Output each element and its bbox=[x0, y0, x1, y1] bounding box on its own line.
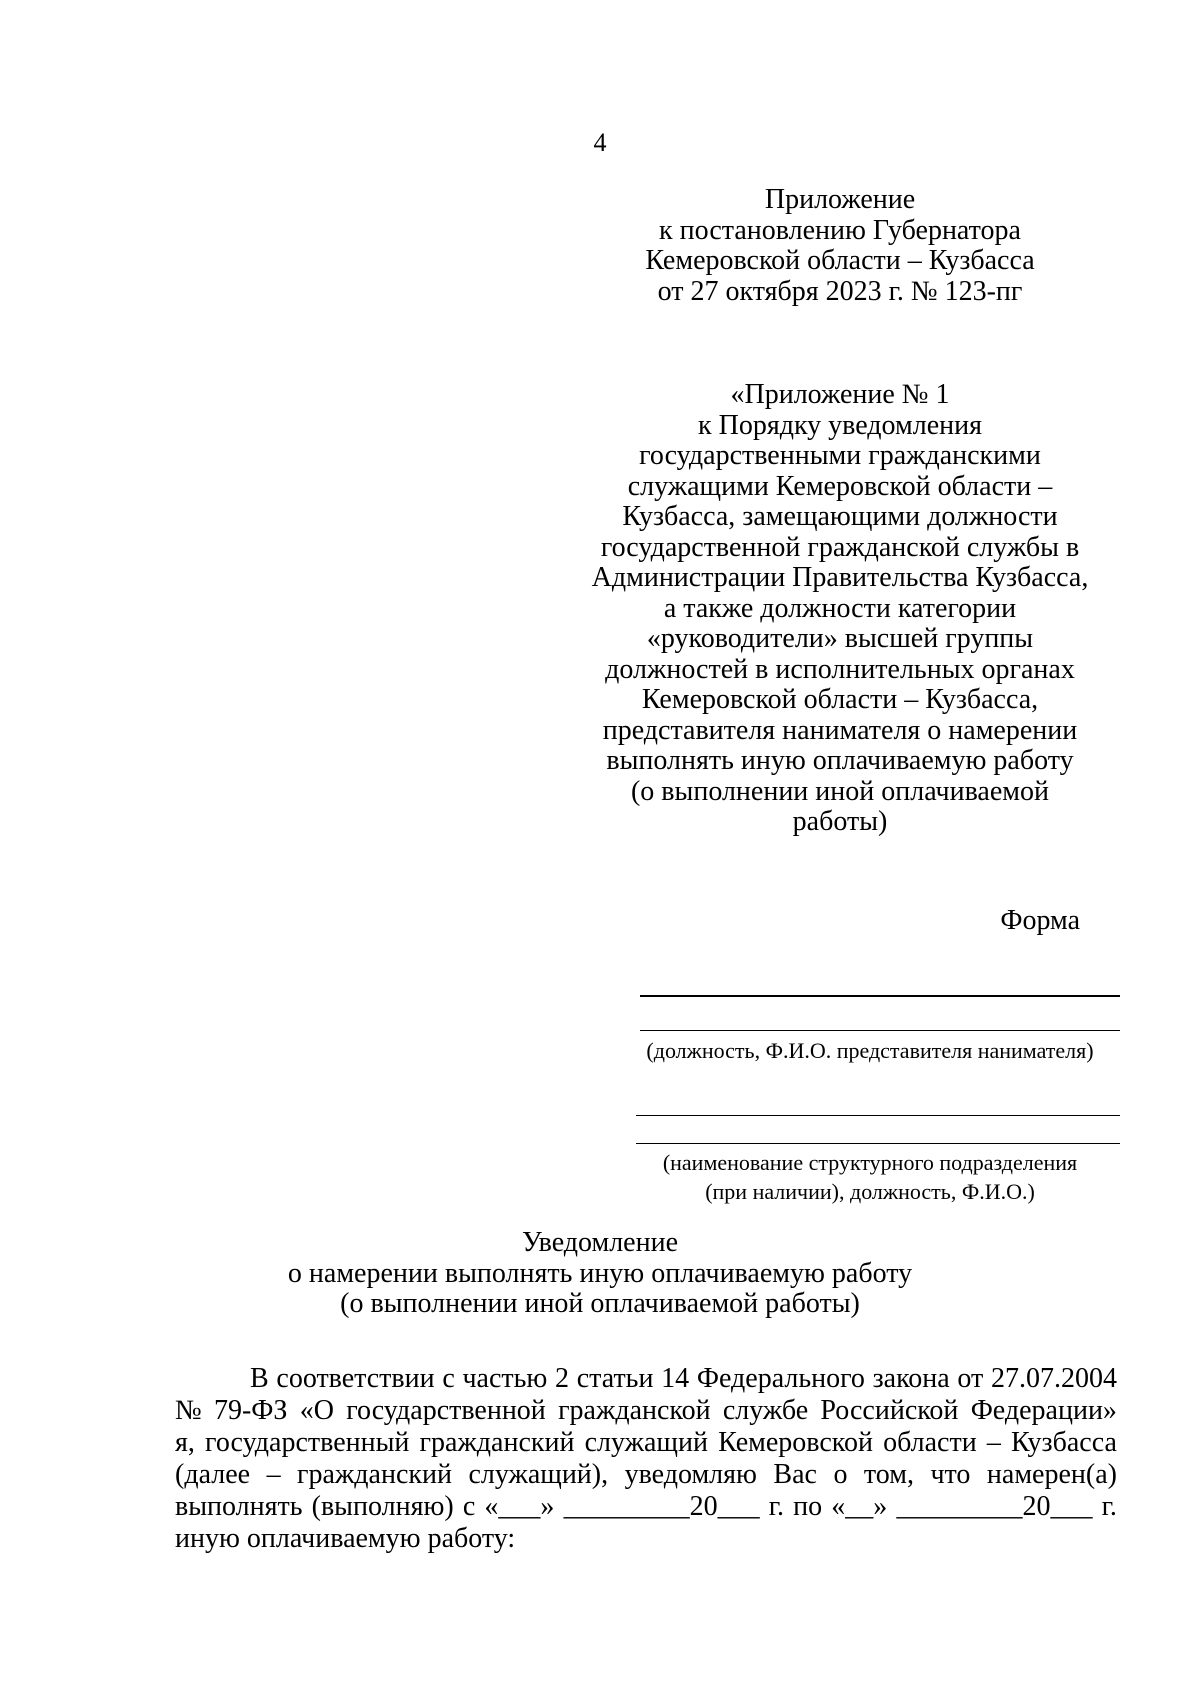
appendix-order-line: служащими Кемеровской области – bbox=[627, 470, 1053, 502]
appendix-order-line: (о выполнении иной оплачиваемой bbox=[630, 775, 1049, 807]
appendix-header-line: от 27 октября 2023 г. № 123-пг bbox=[657, 275, 1023, 307]
appendix-order-line: Администрации Правительства Кузбасса, bbox=[591, 562, 1089, 593]
word: от bbox=[957, 1363, 984, 1394]
word: с bbox=[442, 1363, 455, 1394]
word: я, bbox=[175, 1427, 195, 1458]
word: намерен(а) bbox=[986, 1459, 1117, 1490]
word: – bbox=[986, 1427, 1001, 1458]
appendix-header-line: к постановлению Губернатора bbox=[659, 214, 1021, 246]
word: службе bbox=[722, 1395, 809, 1426]
word: по bbox=[793, 1491, 823, 1522]
recipient-fill-line bbox=[640, 995, 1120, 997]
word: иную bbox=[175, 1523, 240, 1554]
word: выполнять bbox=[175, 1491, 303, 1522]
date-blank: _________20___ bbox=[563, 1491, 760, 1522]
notice-title bbox=[200, 1228, 1000, 1320]
paragraph-line bbox=[175, 1459, 1117, 1491]
word: статьи bbox=[576, 1363, 654, 1394]
body-paragraph bbox=[175, 1363, 1117, 1555]
paragraph-line bbox=[175, 1395, 1117, 1427]
sender-fill-line bbox=[636, 1115, 1120, 1116]
word: 27.07.2004 bbox=[990, 1363, 1117, 1394]
word: гражданский bbox=[419, 1427, 575, 1458]
paragraph-line bbox=[175, 1523, 1117, 1555]
date-blank: «__» bbox=[831, 1491, 888, 1522]
word: оплачиваемую bbox=[246, 1523, 421, 1554]
word: закона bbox=[872, 1363, 950, 1394]
word: Кузбасса bbox=[1010, 1427, 1117, 1458]
notice-title-line: (о выполнении иной оплачиваемой работы) bbox=[340, 1288, 860, 1319]
appendix-header bbox=[590, 185, 1090, 307]
word: «О bbox=[299, 1395, 334, 1426]
paragraph-line bbox=[175, 1427, 1117, 1459]
word: г. bbox=[768, 1491, 785, 1522]
word: области bbox=[883, 1427, 977, 1458]
word: гражданской bbox=[558, 1395, 711, 1426]
word: том, bbox=[863, 1459, 914, 1490]
word: работу: bbox=[427, 1523, 516, 1554]
appendix-header-line: Кемеровской области – Кузбасса bbox=[645, 245, 1035, 276]
appendix-order-line: должностей в исполнительных органах bbox=[605, 653, 1075, 685]
word: с bbox=[462, 1491, 476, 1522]
appendix-order-line: к Порядку уведомления bbox=[698, 409, 982, 441]
word: гражданский bbox=[297, 1459, 452, 1490]
word: государственной bbox=[346, 1395, 546, 1426]
word: Кемеровской bbox=[718, 1427, 873, 1458]
word: 79-ФЗ bbox=[213, 1395, 288, 1426]
appendix-header-line: Приложение bbox=[764, 184, 916, 215]
word: что bbox=[930, 1459, 971, 1490]
word: Федерации» bbox=[970, 1395, 1117, 1426]
word: г. bbox=[1101, 1491, 1117, 1522]
appendix-order-line: «руководители» высшей группы bbox=[646, 623, 1034, 654]
appendix-order-line: работы) bbox=[792, 806, 888, 837]
appendix-order-line: государственными гражданскими bbox=[639, 440, 1041, 471]
sender-caption bbox=[600, 1148, 1140, 1206]
word: 2 bbox=[555, 1363, 570, 1394]
word: уведомляю bbox=[624, 1459, 757, 1490]
notice-title-line: Уведомление bbox=[521, 1227, 678, 1258]
word: государственный bbox=[205, 1427, 410, 1458]
appendix-order-line: «Приложение № 1 bbox=[730, 379, 950, 410]
word: о bbox=[833, 1459, 848, 1490]
form-label: Форма bbox=[1000, 905, 1080, 936]
word: соответствии bbox=[276, 1363, 435, 1394]
notice-title-line: о намерении выполнять иную оплачиваемую работу bbox=[287, 1257, 913, 1289]
appendix-order-line: Кузбасса, замещающими должности bbox=[622, 501, 1058, 532]
date-blank: _________20___ bbox=[896, 1491, 1093, 1522]
appendix-order-line: а также должности категории bbox=[663, 592, 1017, 624]
word: В bbox=[250, 1363, 269, 1394]
word: служащий bbox=[584, 1427, 708, 1458]
appendix-order-block bbox=[590, 380, 1090, 838]
recipient-fill-line bbox=[640, 1030, 1120, 1031]
appendix-order-line: Кемеровской области – Кузбасса, bbox=[641, 684, 1039, 715]
word: частью bbox=[462, 1363, 548, 1394]
page-number: 4 bbox=[593, 128, 607, 157]
word: 14 bbox=[661, 1363, 690, 1394]
appendix-order-line: представителя нанимателя о намерении bbox=[602, 714, 1078, 746]
date-blank: «___» bbox=[484, 1491, 555, 1522]
word: (далее bbox=[175, 1459, 251, 1490]
recipient-caption: (должность, Ф.И.О. представителя нанимателя) bbox=[646, 1038, 1094, 1063]
word: – bbox=[266, 1459, 281, 1490]
sender-caption-line: (наименование структурного подразделения bbox=[662, 1150, 1078, 1175]
word: Федерального bbox=[696, 1363, 865, 1394]
sender-caption-line: (при наличии), должность, Ф.И.О.) bbox=[705, 1179, 1035, 1204]
appendix-order-line: выполнять иную оплачиваемую работу bbox=[606, 745, 1074, 776]
word: Российской bbox=[820, 1395, 959, 1426]
word: № bbox=[175, 1395, 202, 1426]
paragraph-line bbox=[175, 1363, 1117, 1395]
appendix-order-line: государственной гражданской службы в bbox=[600, 531, 1080, 563]
paragraph-line bbox=[175, 1491, 1117, 1523]
word: (выполняю) bbox=[311, 1491, 454, 1522]
sender-fill-line bbox=[636, 1143, 1120, 1144]
word: служащий), bbox=[468, 1459, 609, 1490]
word: Вас bbox=[773, 1459, 817, 1490]
